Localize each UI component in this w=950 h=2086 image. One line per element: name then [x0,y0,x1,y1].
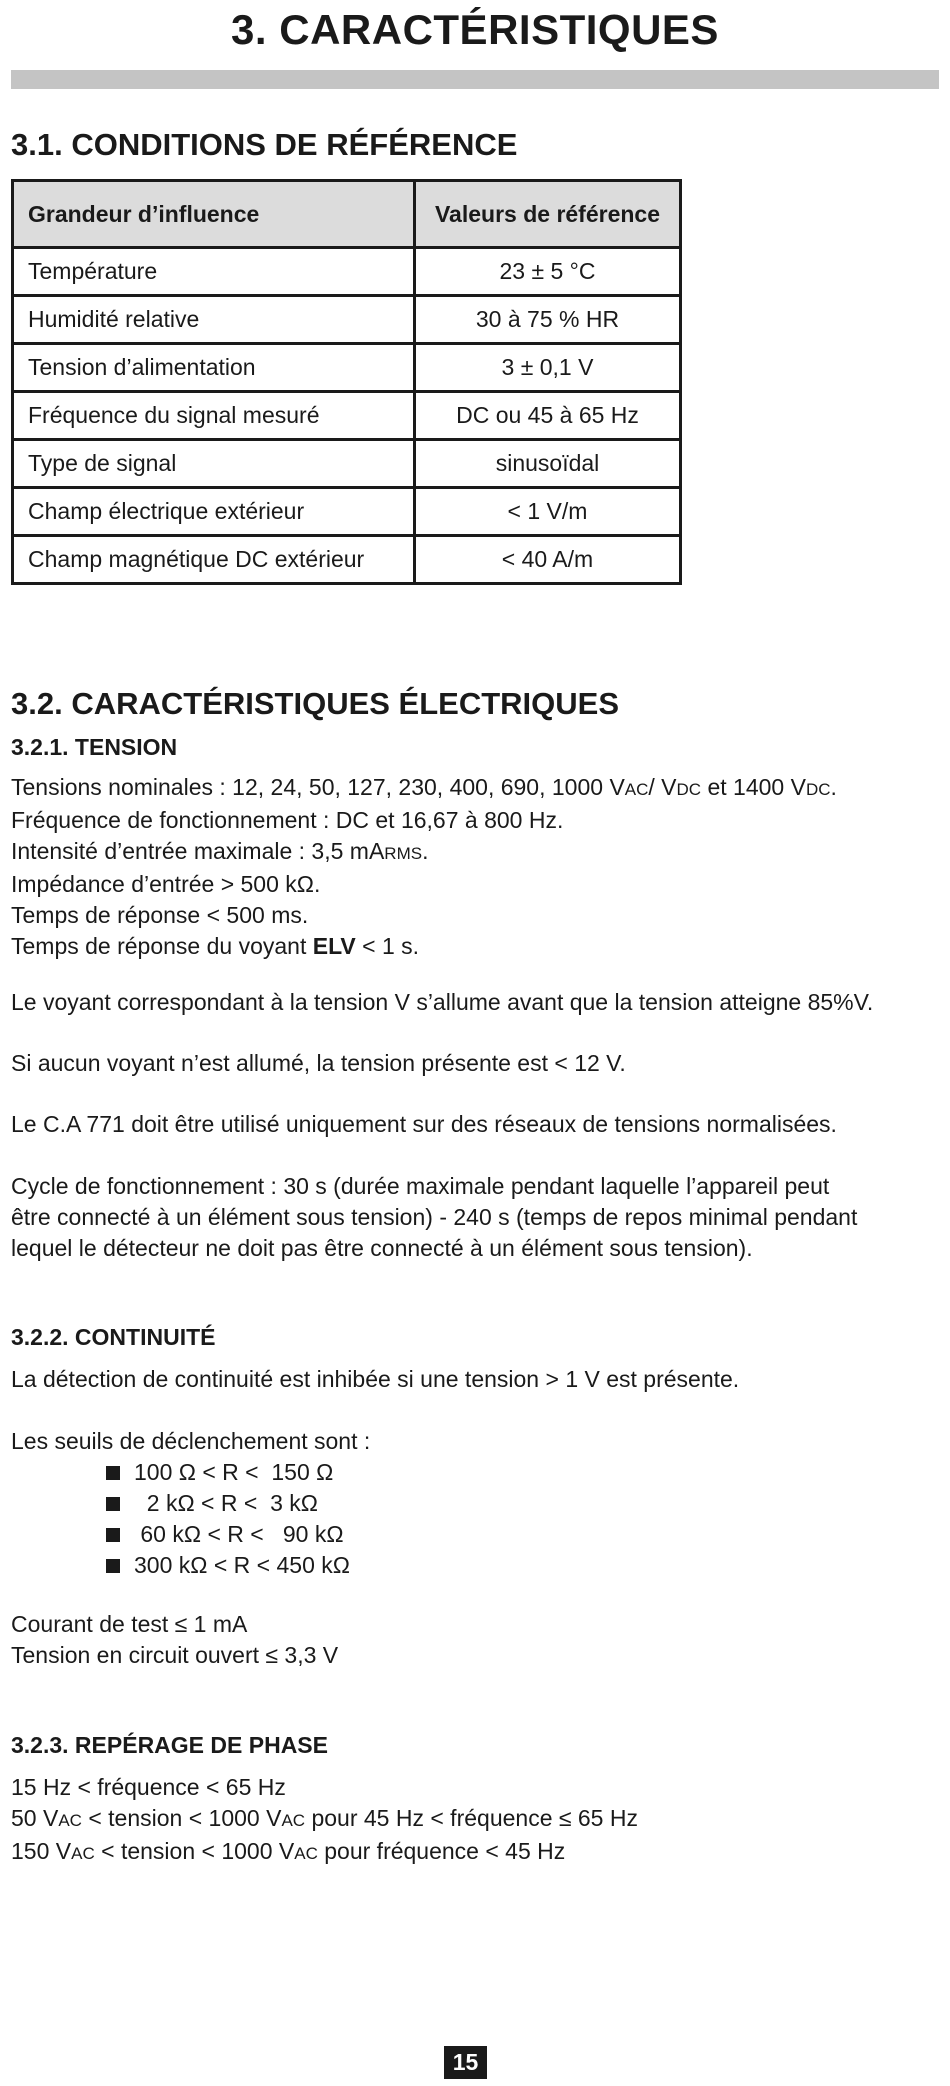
section-3-2-heading: 3.2. CARACTÉRISTIQUES ÉLECTRIQUES [11,686,620,721]
table-cell-grandeur: Champ électrique extérieur [13,488,415,536]
list-item: 100 Ω < R < 150 Ω [106,1457,350,1488]
table-cell-grandeur: Fréquence du signal mesuré [13,392,415,440]
table-cell-valeur: DC ou 45 à 65 Hz [415,392,681,440]
table-row [13,344,681,392]
table-row [13,488,681,536]
table-cell-grandeur: Champ magnétique DC extérieur [13,536,415,584]
table-cell-valeur: 30 à 75 % HR [415,296,681,344]
tension-circuit-ouvert: Tension en circuit ouvert ≤ 3,3 V [11,1642,339,1668]
voyant-85-paragraph: Le voyant correspondant à la tension V s’allume avant que la tension atteigne 85%V. [11,989,874,1015]
title-underline-bar [11,70,939,89]
section-3-2-2-heading: 3.2.2. CONTINUITÉ [11,1324,216,1350]
table-header-row [13,181,681,248]
reference-conditions-table [11,179,682,585]
impedance-entree: Impédance d’entrée > 500 kΩ. [11,871,321,897]
square-bullet-icon [106,1559,120,1573]
square-bullet-icon [106,1497,120,1511]
aucun-voyant-paragraph: Si aucun voyant n’est allumé, la tension présente est < 12 V. [11,1050,626,1076]
tensions-nominales: Tensions nominales : 12, 24, 50, 127, 230, 400, 690, 1000 VAC/ VDC et 1400 VDC. [11,774,837,800]
phase-frequence: 15 Hz < fréquence < 65 Hz [11,1774,286,1800]
list-item: 60 kΩ < R < 90 kΩ [106,1519,350,1550]
table-cell-grandeur: Température [13,248,415,296]
table-cell-grandeur: Tension d’alimentation [13,344,415,392]
ca771-paragraph: Le C.A 771 doit être utilisé uniquement sur des réseaux de tensions normalisées. [11,1111,837,1137]
table-row [13,296,681,344]
table-row [13,248,681,296]
table-cell-valeur: < 40 A/m [415,536,681,584]
courant-tension-test [11,1609,939,1671]
square-bullet-icon [106,1466,120,1480]
temps-reponse-voyant: Temps de réponse du voyant ELV < 1 s. [11,933,420,959]
phase-tension-45-65: 50 VAC < tension < 1000 VAC pour 45 Hz < fréquence ≤ 65 Hz [11,1805,638,1831]
seuils-intro: Les seuils de déclenchement sont : [11,1428,371,1454]
table-cell-valeur: < 1 V/m [415,488,681,536]
table-cell-valeur: 3 ± 0,1 V [415,344,681,392]
table-header-grandeur: Grandeur d’influence [13,181,415,248]
reperage-phase-specs [11,1772,939,1869]
table-row [13,392,681,440]
temps-reponse: Temps de réponse < 500 ms. [11,902,309,928]
table-row [13,536,681,584]
courant-test: Courant de test ≤ 1 mA [11,1611,248,1637]
section-3-2-1-heading: 3.2.1. TENSION [11,734,178,760]
table-cell-grandeur: Type de signal [13,440,415,488]
table-header-valeurs: Valeurs de référence [415,181,681,248]
seuils-list [106,1457,350,1581]
intensite-entree: Intensité d’entrée maximale : 3,5 mARMS. [11,838,429,864]
table-cell-valeur: 23 ± 5 °C [415,248,681,296]
list-item: 300 kΩ < R < 450 kΩ [106,1550,350,1581]
table-cell-grandeur: Humidité relative [13,296,415,344]
table-row [13,440,681,488]
tension-specs [11,772,939,962]
list-item: 2 kΩ < R < 3 kΩ [106,1488,350,1519]
square-bullet-icon [106,1528,120,1542]
cycle-fonctionnement-paragraph: Cycle de fonctionnement : 30 s (durée maximale pendant laquelle l’appareil peut être connecté à un élément sous tension) - 240 s (temps de repos minimal pendant lequel le détecteur ne doit pas être connecté à un élément sous tension). [11,1173,858,1261]
section-3-1-heading: 3.1. CONDITIONS DE RÉFÉRENCE [11,127,518,162]
continuite-inhibee: La détection de continuité est inhibée si une tension > 1 V est présente. [11,1366,740,1392]
frequence-fonctionnement: Fréquence de fonctionnement : DC et 16,67 à 800 Hz. [11,807,564,833]
phase-tension-below-45: 150 VAC < tension < 1000 VAC pour fréquence < 45 Hz [11,1838,566,1864]
table-cell-valeur: sinusoïdal [415,440,681,488]
section-3-2-3-heading: 3.2.3. REPÉRAGE DE PHASE [11,1732,328,1758]
page-title: 3. CARACTÉRISTIQUES [231,6,719,53]
page-number: 15 [444,2046,487,2079]
